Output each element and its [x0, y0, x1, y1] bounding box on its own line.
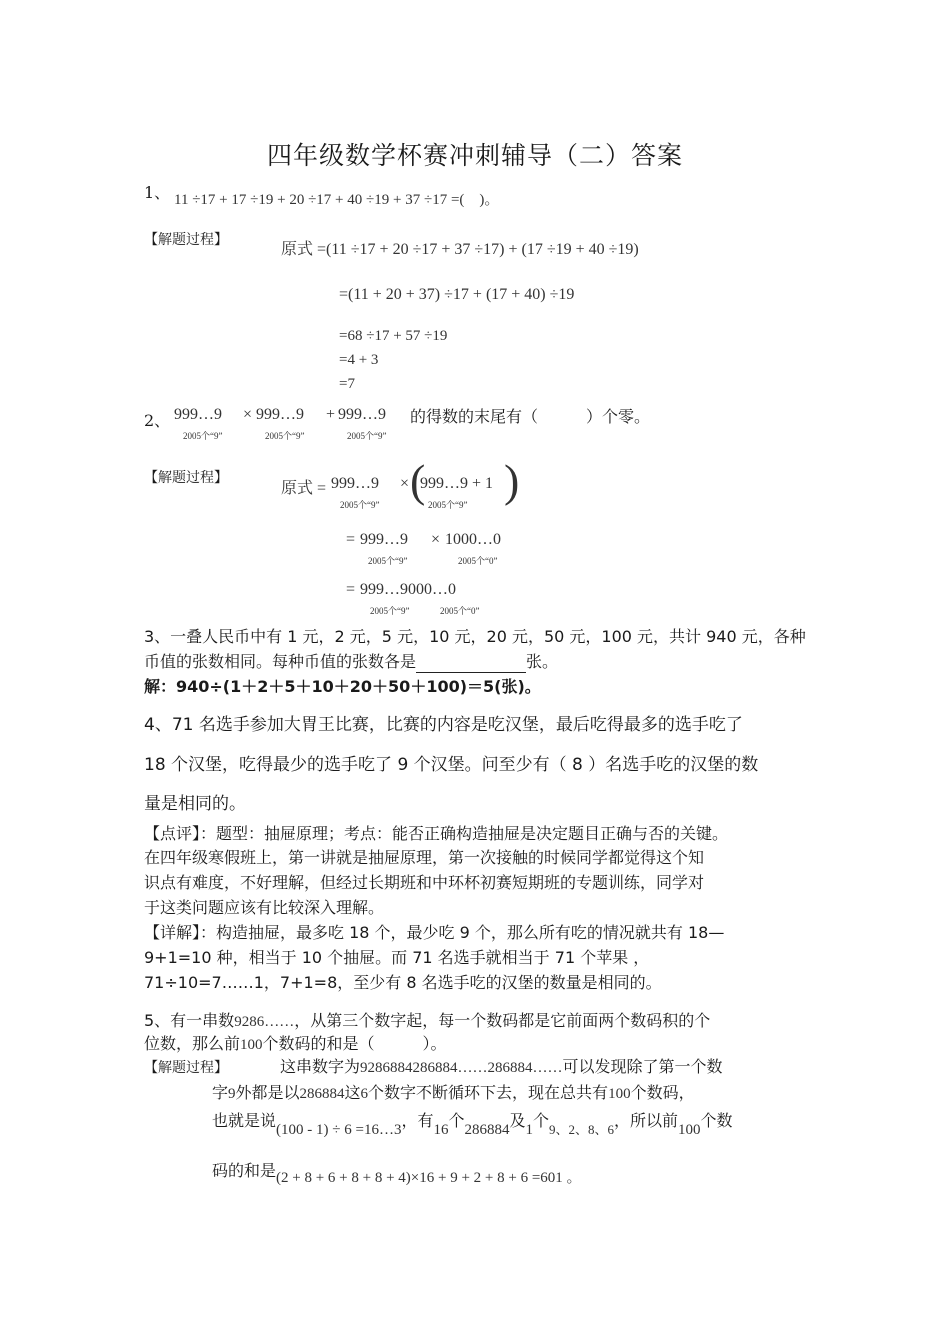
q4-line-3: 量是相同的。 [144, 794, 246, 814]
q3-answer-blank [416, 658, 526, 673]
q2-sub-1: 2005个“9” [183, 431, 223, 441]
q5-s2-d: 个数字不断循环下去，现在总共有 [368, 1083, 609, 1102]
q5-s3-m3: 286884 [464, 1122, 510, 1138]
q1-number: 1、 [144, 183, 171, 202]
q2-step3-sub0: 2005个“0” [440, 606, 480, 616]
q5-solution-line-2 [212, 1082, 695, 1105]
q4-line-2: 18 个汉堡，吃得最少的选手吃了 9 个汉堡。问至少有（ 8 ）名选手吃的汉堡的数 [144, 755, 759, 775]
q2-step1-sub: 2005个“9” [340, 500, 380, 510]
q5-s4-m: (2 + 8 + 6 + 8 + 8 + 4)×16 + 9 + 2 + 8 + 6 =601 。 [276, 1170, 582, 1186]
q5-s2-m4: 100 [608, 1086, 631, 1102]
q2-step1-times: × [400, 475, 410, 492]
q3-answer: 解：940÷(1＋2＋5＋10＋20＋50＋100)＝5(张)。 [144, 677, 541, 696]
q5-line-1-b: ，从第三个数字起，每一个数码都是它前面两个数码积的个 [294, 1011, 711, 1030]
q5-s1-num: 9286884286884……286884…… [360, 1060, 563, 1076]
q5-s1-b: 可以发现除了第一个数 [562, 1057, 723, 1076]
q5-s2-c: 这 [344, 1083, 361, 1102]
q5-s3-m6: 100 [678, 1122, 701, 1138]
q2-question-tail: 的得数的末尾有（ ）个零。 [410, 407, 651, 426]
q5-line-2-num: 100 [240, 1037, 263, 1053]
q2-step2-times: × [431, 531, 441, 548]
q4-comment-3: 识点有难度，不好理解，但经过长期班和中环杯初赛短期班的专题训练，同学对 [144, 873, 705, 892]
q4-detail-2: 9+1=10 种，相当于 10 个抽屉。而 71 名选手就相当于 71 个苹果 ， [144, 948, 650, 967]
q2-step2-1000: 1000…0 [445, 531, 501, 548]
q2-step3-sub9: 2005个“9” [370, 606, 410, 616]
q5-s3-b: ，有 [401, 1111, 434, 1130]
q2-orig-label: 原式 = [281, 480, 327, 497]
q2-number: 2、 [144, 411, 171, 430]
q2-step1-term: 999…9 [331, 475, 379, 492]
q2-left-paren: ( [410, 455, 426, 506]
q5-s3-e: 个 [533, 1111, 550, 1130]
q5-s1-a: 这串数字为 [280, 1057, 361, 1076]
q5-s2-m2: 286884 [299, 1086, 345, 1102]
q5-s2-b: 外都是以 [235, 1083, 300, 1102]
q5-s3-a: 也就是说 [212, 1111, 277, 1130]
q4-comment-4: 于这类问题应该有比较深入理解。 [144, 898, 385, 917]
q2-term-2: 999…9 [256, 406, 304, 423]
q2-term-1: 999…9 [174, 406, 222, 423]
q5-line-1-a: 5、有一串数 [144, 1011, 235, 1030]
q4-comment-1: 【点评】：题型：抽屉原理；考点：能否正确构造抽屉是决定题目正确与否的关键。 [144, 824, 729, 843]
q1-step1: 原式 =(11 ÷17 + 20 ÷17 + 37 ÷17) + (17 ÷19 + 40 ÷19) [281, 241, 639, 258]
q5-s3-m4: 1 [525, 1122, 533, 1138]
q2-step3-eq: = [346, 581, 356, 598]
q4-detail-3: 71÷10=7……1，7+1=8，至少有 8 名选手吃的汉堡的数量是相同的。 [144, 973, 662, 992]
q5-line-1 [144, 1010, 710, 1033]
q2-step2-sub0: 2005个“0” [458, 556, 498, 566]
q2-step1-paren-sub: 2005个“9” [428, 500, 468, 510]
q5-s3-f: ，所以前 [614, 1111, 679, 1130]
q5-line-1-num: 9286…… [234, 1014, 295, 1030]
q1-expression: 11 ÷17 + 17 ÷19 + 20 ÷17 + 40 ÷19 + 37 ÷17 =( )。 [174, 192, 500, 208]
q3-line-1: 3、一叠人民币中有 1 元，2 元，5 元，10 元，20 元，50 元，100 元，共计 940 元，各种 [144, 627, 806, 646]
q2-step2-sub9: 2005个“9” [368, 556, 408, 566]
q4-detail-1: 【详解】：构造抽屉，最多吃 18 个，最少吃 9 个，那么所有吃的情况就共有 18— [144, 923, 725, 942]
q5-s3-g: 个数 [700, 1111, 733, 1130]
q2-step2-term: 999…9 [360, 531, 408, 548]
q5-line-2-a: 位数，那么前 [144, 1034, 241, 1053]
q3-line-2-text: 币值的张数相同。每种币值的张数各是 [144, 652, 417, 671]
q5-s3-c: 个 [448, 1111, 465, 1130]
q5-line-2 [144, 1033, 447, 1056]
q5-s2-m1: 9 [228, 1086, 236, 1102]
q5-s2-a: 字 [212, 1083, 229, 1102]
q1-solution-tag: 【解题过程】 [144, 232, 228, 248]
q5-s3-m5: 9、2、8、6 [549, 1122, 615, 1137]
q5-s2-e: 个数码， [630, 1083, 695, 1102]
q3-line-2-unit: 张。 [526, 652, 559, 671]
q2-right-paren: ) [504, 455, 520, 506]
q5-line-2-b: 个数码的和是（ ）。 [262, 1034, 447, 1053]
q5-solution-line-4 [212, 1160, 582, 1186]
q2-term-3: 999…9 [338, 406, 386, 423]
q2-step3-term: 999…9000…0 [360, 581, 456, 598]
q3-line-2 [144, 651, 558, 673]
q2-plus: + [326, 406, 336, 423]
q5-solution-tag: 【解题过程】 [144, 1060, 228, 1076]
q4-comment-2: 在四年级寒假班上，第一讲就是抽屉原理，第一次接触的时候同学都觉得这个知 [144, 848, 705, 867]
q2-sub-3: 2005个“9” [347, 431, 387, 441]
q5-s2-m3: 6 [360, 1086, 369, 1102]
q1-step5: =7 [339, 376, 355, 392]
q2-solution-tag: 【解题过程】 [144, 470, 228, 486]
q5-s3-m2: 16 [433, 1122, 449, 1138]
q2-step1-paren-inner: 999…9 + 1 [420, 475, 494, 492]
q1-step3: =68 ÷17 + 57 ÷19 [339, 328, 448, 344]
q5-s3-d: 及 [509, 1111, 526, 1130]
q5-solution-line-1 [280, 1056, 723, 1079]
q1-step2: =(11 + 20 + 37) ÷17 + (17 + 40) ÷19 [339, 286, 575, 303]
q4-line-1: 4、71 名选手参加大胃王比赛，比赛的内容是吃汉堡，最后吃得最多的选手吃了 [144, 715, 743, 735]
q5-s3-m1: (100 - 1) ÷ 6 =16…3 [276, 1122, 402, 1138]
q2-step2-eq: = [346, 531, 356, 548]
q5-s4-a: 码的和是 [212, 1161, 277, 1180]
q1-step4: =4 + 3 [339, 352, 379, 368]
q5-solution-line-3 [212, 1110, 733, 1138]
page-title: 四年级数学杯赛冲刺辅导（二）答案 [266, 141, 683, 170]
q2-sub-2: 2005个“9” [265, 431, 305, 441]
q2-times: × [243, 406, 253, 423]
